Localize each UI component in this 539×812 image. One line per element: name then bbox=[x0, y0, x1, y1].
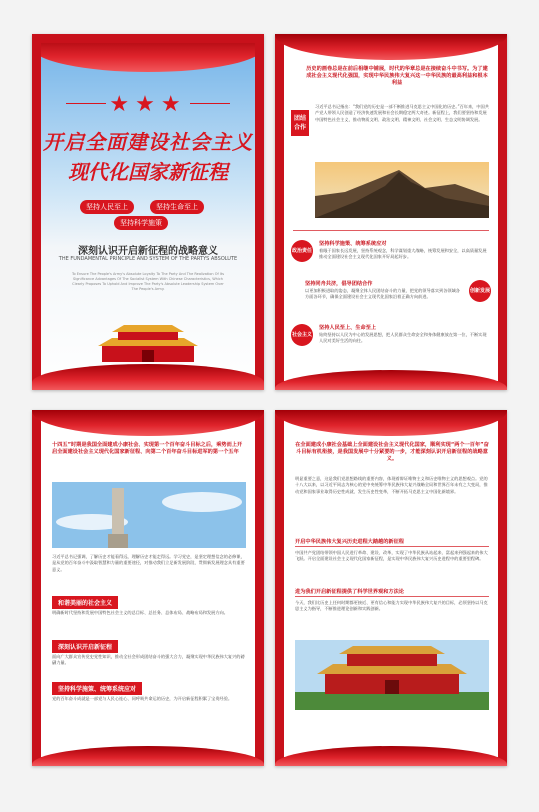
divider bbox=[295, 596, 489, 597]
section-bar: 坚持科学施策、统筹系统应对 bbox=[52, 682, 142, 695]
tiananmen-icon bbox=[92, 322, 204, 362]
tag-pill: 坚持科学施策 bbox=[114, 216, 168, 230]
side-label: 团结合作 bbox=[291, 110, 309, 136]
tag-pill: 坚持生命至上 bbox=[150, 200, 204, 214]
cover-subtitle: 深刻认识开启新征程的战略意义 bbox=[78, 246, 218, 257]
monument-photo bbox=[52, 482, 246, 548]
paragraph: 中国共产党团结带领中国人民进行革命、建设、改革，实现了中华民族从站起来、富起来到强起来的伟大飞跃。开启全面建设社会主义现代化国家新征程，是实现中华民族伟大复兴历史进程中的重要里程碑。 bbox=[295, 550, 488, 562]
cover-title-line2: 现代化国家新征程 bbox=[68, 160, 228, 184]
paragraph: 始终坚持以人民为中心的发展思想，把人民群众生命安全和身体健康放在第一位，不断实现人民对美好生活的向往。 bbox=[319, 332, 487, 344]
cover-title-line1: 开启全面建设社会主义 bbox=[43, 130, 253, 154]
poster-cover[interactable] bbox=[32, 34, 264, 390]
paragraph: 习近平总书记强调，了解历史才能看得远，理解历史才能走得远。学习党史，是坚定理想信念的必修课，是从党的百年奋斗中汲取智慧和力量的重要途径，对推动我们立足新发展阶段、贯彻新发展理念具有重要意义。 bbox=[52, 554, 245, 572]
cover-small-print: To Ensure The People's Army's Absolute Loyalty To The Party And The Realization Of Its Significance Advantages Of The Socialist System With Chinese Characteristics, Which Clearly Proposes To Uphold And Improve The Party's Absolute Leadership System Over The People's Army. bbox=[71, 272, 225, 291]
badge-circle: 创新发展 bbox=[469, 280, 491, 302]
section-bar: 和谐美丽的社会主义 bbox=[52, 596, 118, 609]
intro-text: 在全面建成小康社会基础上全面建设社会主义现代化国家，顺利实现“两个一百年”奋斗目标有机衔接，是我国发展中十分紧要的一步，才能深刻认识开启新征程的战略意义。 bbox=[295, 442, 489, 463]
paragraph: 明确新时代坚持和发展中国特色社会主义的总目标、总任务、总体布局、战略布局和发展方向。 bbox=[52, 610, 228, 615]
paragraph: 面向广大群众宣传党史党性知识，推动全社会形成团结奋斗的强大合力，凝聚实现中华民族伟大复兴的磅礴力量。 bbox=[52, 654, 245, 666]
section-heading: 开启中华民族伟大复兴历史进程大踏越的新征程 bbox=[295, 539, 404, 545]
tiananmen-photo bbox=[295, 640, 489, 710]
three-stars-icon: ★★★ bbox=[109, 92, 187, 117]
red-frame bbox=[32, 410, 264, 766]
paragraph: 党的百年奋斗成就是一部党与人民心连心、同呼吸共命运的历史，为开启新征程积累了宝贵经验。 bbox=[52, 696, 233, 701]
poster-page4[interactable] bbox=[275, 410, 507, 766]
paragraph: 明显重要之意，这是我们党思想路线的重要内容，体现着辩证唯物主义和历史唯物主义的思想观点。党的十八大以来，以习近平同志为核心的党中央统筹中华民族伟大复兴战略全局和世界百年未有之大变局，推动党和国家事业取得历史性成就、发生历史性变革，不断开拓马克思主义中国化新境界。 bbox=[295, 476, 488, 494]
divider bbox=[66, 103, 106, 104]
divider bbox=[295, 546, 489, 547]
section-heading: 坚持人民至上、生命至上 bbox=[319, 325, 377, 331]
paragraph: 以更加积极进取的姿态，凝聚全体人民团结奋斗的力量，把党的领导落实到各领域各方面各环节，确保全面建设社会主义现代化国家沿着正确方向前进。 bbox=[305, 288, 460, 300]
badge-circle: 政治责任 bbox=[291, 240, 313, 262]
badge-circle: 社会主义 bbox=[291, 324, 313, 346]
intro-text: 历史的画卷总是在前后相继中铺展，时代的华章总是在接续奋斗中书写。为了建成社会主义现代化强国，实现中华民族伟大复兴这一中华民族的最高利益和根本利益 bbox=[306, 66, 488, 87]
intro-text: 十四五”时期是我国全面建成小康社会、实现第一个百年奋斗目标之后，乘势而上开启全面建设社会主义现代化国家新征程、向第二个百年奋斗目标进军的第一个五年 bbox=[52, 442, 243, 456]
great-wall-photo bbox=[315, 162, 489, 218]
section-heading: 进为我们开启新征程提供了科学世界观和方法论 bbox=[295, 589, 404, 595]
poster-page3[interactable] bbox=[32, 410, 264, 766]
paragraph: 着眼于国家长远发展，坚持系统观念，科学谋划重大战略，统筹发展和安全，以高质量发展推动全面建设社会主义现代化国家开好局起好步。 bbox=[319, 248, 487, 260]
paragraph: 今天，我们比历史上任何时期都更接近、更有信心和能力实现中华民族伟大复兴的目标，必须坚持以马克思主义为指导，不断推进理论创新和实践创新。 bbox=[295, 600, 488, 612]
divider bbox=[190, 103, 230, 104]
divider bbox=[293, 230, 489, 231]
tag-pill: 坚持人民至上 bbox=[80, 200, 134, 214]
section-bar: 深刻认识开启新征程 bbox=[52, 640, 118, 653]
paragraph: 习近平总书记指出：“我们党的历史是一部不断推进马克思主义中国化的历史。”百年来，中国共产党人带领人民创造了经济快速发展和社会长期稳定两大奇迹。新征程上，我们要坚持和发展中国特色社会主义，推动物质文明、政治文明、精神文明、社会文明、生态文明协调发展。 bbox=[315, 104, 489, 122]
section-heading: 坚持同舟共济，倡导团结合作 bbox=[305, 281, 373, 287]
section-heading: 坚持科学施策、统筹系统应对 bbox=[319, 241, 387, 247]
cover-subtitle-en: THE FUNDAMENTAL PRINCIPLE AND SYSTEM OF THE PARTYS ABSOLUTE bbox=[58, 256, 238, 262]
poster-page2[interactable] bbox=[275, 34, 507, 390]
